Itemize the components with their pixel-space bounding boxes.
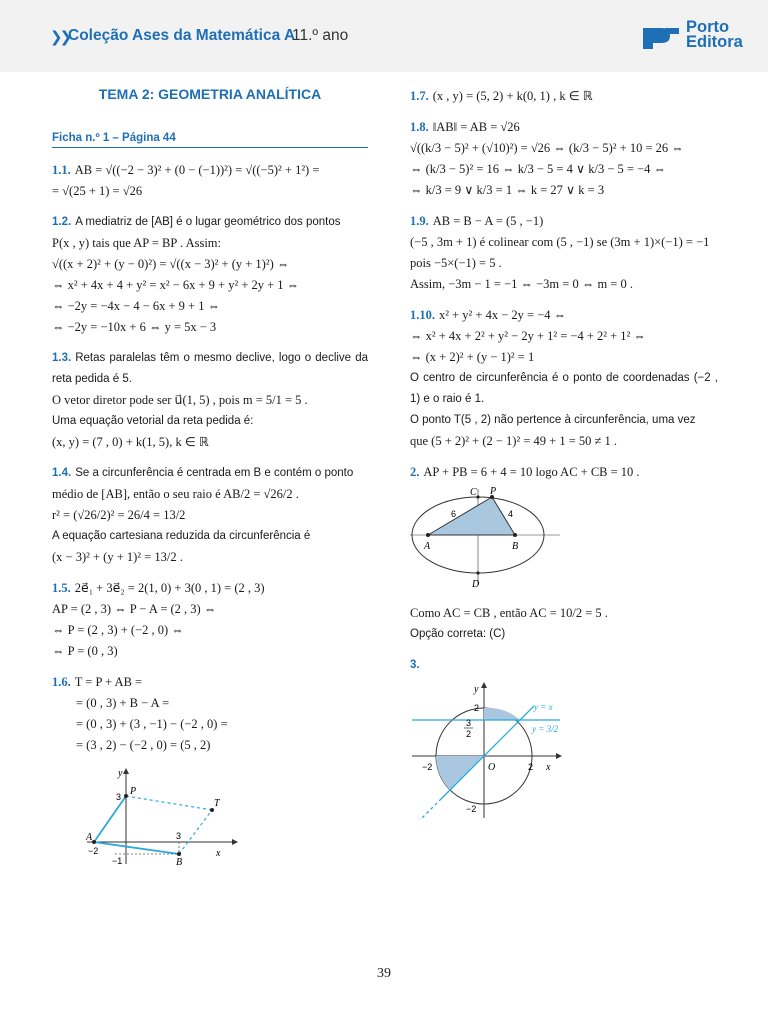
solution-line: A mediatriz de [AB] é o lugar geométrico dos pontos: [75, 216, 341, 228]
point-p-label: P: [490, 487, 497, 497]
publisher-line-2: Editora: [686, 33, 743, 51]
solution-line: Uma equação vetorial da reta pedida é:: [52, 415, 254, 427]
solution-line: AP = (2 , 3) ⇔ P − A = (2 , 3) ⇔: [52, 602, 217, 616]
solution-line: ⇔ x² + 4x + 4 + y² = x² − 6x + 9 + y² + 2y + 1 ⇔: [52, 278, 300, 292]
solution-line: pois −5×(−1) = 5 .: [410, 256, 502, 270]
exercise-1-5: [52, 578, 368, 662]
exercise-number: 1.6.: [52, 675, 71, 689]
tick-label: −2: [466, 804, 477, 814]
point-d-label: D: [472, 579, 480, 590]
solution-line: (x , y) = (5, 2) + k(0, 1) , k ∈ ℝ: [432, 89, 593, 103]
solution-line: (−5 , 3m + 1) é colinear com (5 , −1) se (3m + 1)×(−1) = −1: [410, 235, 710, 249]
parallelogram-graph: [82, 766, 242, 866]
segment-length-label: 4: [508, 509, 514, 519]
solution-line: médio de [AB], então o seu raio é AB/2 = √26/2 .: [52, 487, 299, 501]
solution-line: P(x , y) tais que AP = BP . Assim:: [52, 236, 221, 250]
solution-line: ⇔ (k/3 − 5)² = 16 ⇔ k/3 − 5 = 4 ∨ k/3 − 5 = −4 ⇔: [410, 162, 666, 176]
exercise-1-8: [410, 117, 718, 201]
tick-label: −2: [88, 846, 99, 856]
page-header: [0, 0, 768, 72]
exercise-number: 1.10.: [410, 308, 435, 322]
left-column: [52, 82, 368, 872]
solution-line: Retas paralelas têm o mesmo declive, logo o declive da reta pedida é 5.: [52, 352, 368, 385]
theme-title: TEMA 2: GEOMETRIA ANALÍTICA: [98, 86, 322, 102]
grade-label: 11.º ano: [292, 27, 349, 44]
right-column: [410, 82, 718, 826]
solution-line: = (0 , 3) + B − A =: [76, 696, 170, 710]
solution-line: O ponto T(5 , 2) não pertence à circunferência, uma vez: [410, 414, 696, 426]
exercise-2: [410, 462, 718, 483]
porto-editora-logo-icon: [641, 24, 681, 50]
circle-region-graph: [410, 680, 570, 820]
solution-line: ⇔ k/3 = 9 ∨ k/3 = 1 ⇔ k = 27 ∨ k = 3: [410, 183, 605, 197]
tick-label: 2: [474, 703, 480, 713]
exercise-3: [410, 655, 718, 676]
solution-line: ⇔ −2y = −4x − 4 − 6x + 9 + 1 ⇔: [52, 299, 221, 313]
exercise-1-4: [52, 463, 368, 568]
solution-line: (x − 3)² + (y + 1)² = 13/2 .: [52, 550, 183, 564]
solution-line: √((x + 2)² + (y − 0)²) = √((x − 3)² + (y + 1)²) ⇔: [52, 257, 290, 271]
tick-label: 2: [528, 762, 534, 772]
exercise-number: 1.2.: [52, 216, 72, 228]
tick-label: −1: [112, 856, 123, 866]
publisher-logo-text: [686, 20, 743, 50]
tick-label: 3: [116, 792, 122, 802]
solution-line: ⇔ −2y = −10x + 6 ⇔ y = 5x − 3: [52, 320, 217, 334]
page-number: 39: [377, 966, 391, 981]
exercise-1-10: [410, 305, 718, 452]
solution-line: = √(25 + 1) = √26: [52, 184, 143, 198]
solution-line: ⇔ P = (2 , 3) + (−2 , 0) ⇔: [52, 623, 184, 637]
point-c-label: C: [470, 487, 477, 498]
solution-line: AP + PB = 6 + 4 = 10 logo AC + CB = 10 .: [423, 465, 640, 479]
ellipse-diagram: [410, 487, 560, 597]
solution-line: Opção correta: (C): [410, 628, 506, 640]
y-axis-label: y: [474, 684, 479, 695]
exercise-number: 1.7.: [410, 89, 429, 103]
point-p-label: P: [130, 786, 137, 797]
exercise-1-9: [410, 211, 718, 295]
x-axis-label: x: [216, 848, 221, 859]
line-yx-label: y = x: [534, 702, 553, 712]
y-axis-label: y: [118, 768, 123, 779]
solution-line: (x, y) = (7 , 0) + k(1, 5), k ∈ ℝ: [52, 435, 209, 449]
solution-line: Como AC = CB , então AC = 10/2 = 5 .: [410, 606, 608, 620]
tick-label: −2: [422, 762, 433, 772]
solution-line: T = P + AB =: [74, 675, 143, 689]
solution-line: ⇔ P = (0 , 3): [52, 644, 118, 658]
series-title: Coleção Ases da Matemática A: [68, 27, 296, 44]
exercise-1-7: [410, 86, 718, 107]
exercise-2-conclusion: [410, 603, 718, 645]
double-chevron-icon: ❯❯: [50, 28, 70, 46]
solution-line: √((k/3 − 5)² + (√10)²) = √26 ⇔ (k/3 − 5)² + 10 = 26 ⇔: [410, 141, 684, 155]
line-y32-label: y = 3/2: [532, 724, 559, 734]
exercise-1-3: [52, 348, 368, 453]
solution-line: = (3 , 2) − (−2 , 0) = (5 , 2): [76, 738, 211, 752]
segment-length-label: 6: [451, 509, 457, 519]
solution-line: que (5 + 2)² + (2 − 1)² = 49 + 1 = 50 ≠ 1 .: [410, 434, 617, 448]
solution-line: ⇔ (x + 2)² + (y − 1)² = 1: [410, 350, 535, 364]
solution-line: = (0 , 3) + (3 , −1) − (−2 , 0) =: [76, 717, 228, 731]
point-a-label: A: [86, 832, 93, 843]
exercise-number: 1.8.: [410, 120, 429, 134]
exercise-number: 2.: [410, 465, 420, 479]
exercise-number: 1.4.: [52, 467, 72, 479]
publisher-line-1: Porto: [686, 18, 730, 36]
exercise-number: 3.: [410, 659, 420, 671]
solution-line: AB = B − A = (5 , −1): [432, 214, 544, 228]
exercise-number: 1.3.: [52, 352, 72, 364]
origin-label: O: [488, 762, 496, 773]
x-axis-label: x: [546, 762, 551, 773]
fraction-denominator: 2: [466, 729, 472, 739]
solution-line: ⇔ x² + 4x + 2² + y² − 2y + 1² = −4 + 2² + 1² ⇔: [410, 329, 646, 343]
exercise-number: 1.1.: [52, 163, 71, 177]
solution-line: 2e⃗₁ + 3e⃗₂ = 2(1, 0) + 3(0 , 1) = (2 , 3): [74, 581, 265, 595]
exercise-1-2: [52, 212, 368, 338]
solution-line: x² + y² + 4x − 2y = −4 ⇔: [439, 308, 567, 322]
exercise-number: 1.9.: [410, 214, 429, 228]
solution-line: r² = (√26/2)² = 26/4 = 13/2: [52, 508, 186, 522]
fraction-numerator: 3: [466, 718, 472, 728]
solution-line: Se a circunferência é centrada em B e contém o ponto: [75, 467, 354, 479]
solution-line: A equação cartesiana reduzida da circunferência é: [52, 530, 311, 542]
exercise-1-6: [52, 672, 368, 756]
point-t-label: T: [214, 798, 220, 809]
solution-line: O vetor diretor pode ser u⃗(1, 5) , pois m = 5/1 = 5 .: [52, 393, 308, 407]
point-b-label: B: [512, 541, 519, 552]
exercise-1-1: [52, 160, 368, 202]
tick-label: 3: [176, 831, 182, 841]
solution-line: Assim, −3m − 1 = −1 ⇔ −3m = 0 ⇔ m = 0 .: [410, 277, 633, 291]
exercise-number: 1.5.: [52, 581, 71, 595]
solution-line: AB = √((−2 − 3)² + (0 − (−1))²) = √((−5)² + 1²) =: [74, 163, 320, 177]
point-b-label: B: [176, 857, 183, 866]
worksheet-heading: Ficha n.º 1 – Página 44: [52, 132, 368, 148]
solution-line: ‖AB‖ = AB = √26: [432, 120, 520, 134]
point-a-label: A: [424, 541, 431, 552]
solution-line: O centro de circunferência é o ponto de coordenadas (−2 , 1) e o raio é 1.: [410, 372, 718, 405]
